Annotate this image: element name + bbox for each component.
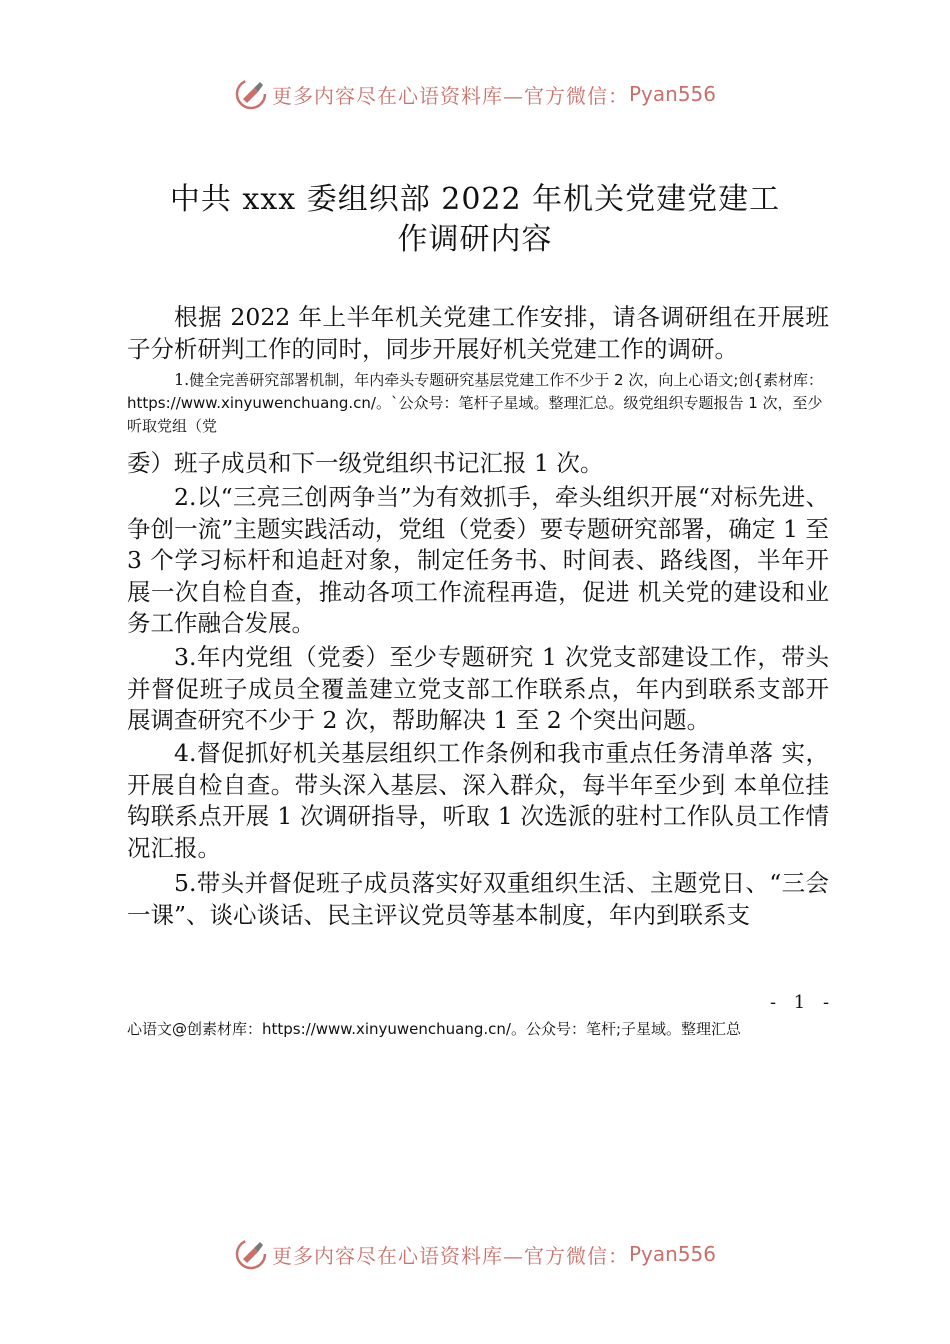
banner-wechat-id: Pyan556 <box>628 1242 716 1266</box>
item-5-paragraph: 5.带头并督促班子成员落实好双重组织生活、主题党日、“三会一课”、谈心谈话、民主评议党员等基本制度，年内到联系支 <box>127 869 829 929</box>
logo-icon <box>234 77 268 111</box>
title-line-1: 中共 xxx 委组织部 2022 年机关党建党建工 <box>169 182 781 217</box>
banner-wechat-id: Pyan556 <box>628 82 716 106</box>
page-title <box>100 180 850 260</box>
intro-paragraph: 根据 2022 年上半年机关党建工作安排，请各调研组在开展班子分析研判工作的同时，同步开展好机关党建工作的调研。 <box>127 303 829 363</box>
title-line-2: 作调研内容 <box>397 222 553 257</box>
item-4-paragraph: 4.督促抓好机关基层组织工作条例和我市重点任务清单落 实，开展自检自查。带头深入基层、深入群众，每半年至少到 本单位挂钩联系点开展 1 次调研指导，听取 1 次选派的驻村工作队员工作情况汇报。 <box>127 739 829 862</box>
item-2-paragraph: 2.以“三亮三创两争当”为有效抓手，牵头组织开展“对标先进、争创一流”主题实践活动，党组（党委）要专题研究部署，确定 1 至 3 个学习标杆和追赶对象，制定任务书、时间表、路线图，半年开展一次自检自查，推动各项工作流程再造，促进 机关党的建设和业务工作融合发展。 <box>127 483 829 637</box>
logo-icon <box>234 1237 268 1271</box>
page-number: - 1 - <box>770 992 836 1013</box>
footer-text: 心语文@创素材库：https://www.xinyuwenchuang.cn/。公众号：笔杆;子星域。整理汇总 <box>127 1020 742 1038</box>
header-banner <box>0 74 950 114</box>
item-1-continuation: 委）班子成员和下一级党组织书记汇报 1 次。 <box>127 449 604 477</box>
banner-text: 更多内容尽在心语资料库—官方微信： <box>271 83 629 108</box>
item-1-small-content: 健全完善研究部署机制，年内牵头专题研究基层党建工作不少于 2 次，向上心语文;创{素材库：https://www.xinyuwenchuang.cn/。`公众号：笔杆子星域。整理汇总。级党组织专题报告 1 次，至少听取党组（党 <box>127 371 823 435</box>
item-1-number: 1. <box>174 370 190 389</box>
footer-banner <box>0 1234 950 1274</box>
item-1-small-text <box>127 368 829 438</box>
banner-text: 更多内容尽在心语资料库—官方微信： <box>271 1243 629 1268</box>
item-3-paragraph: 3.年内党组（党委）至少专题研究 1 次党支部建设工作，带头并督促班子成员全覆盖建立党支部工作联系点，年内到联系支部开展调查研究不少于 2 次，帮助解决 1 至 2 个突出问题。 <box>127 643 829 734</box>
